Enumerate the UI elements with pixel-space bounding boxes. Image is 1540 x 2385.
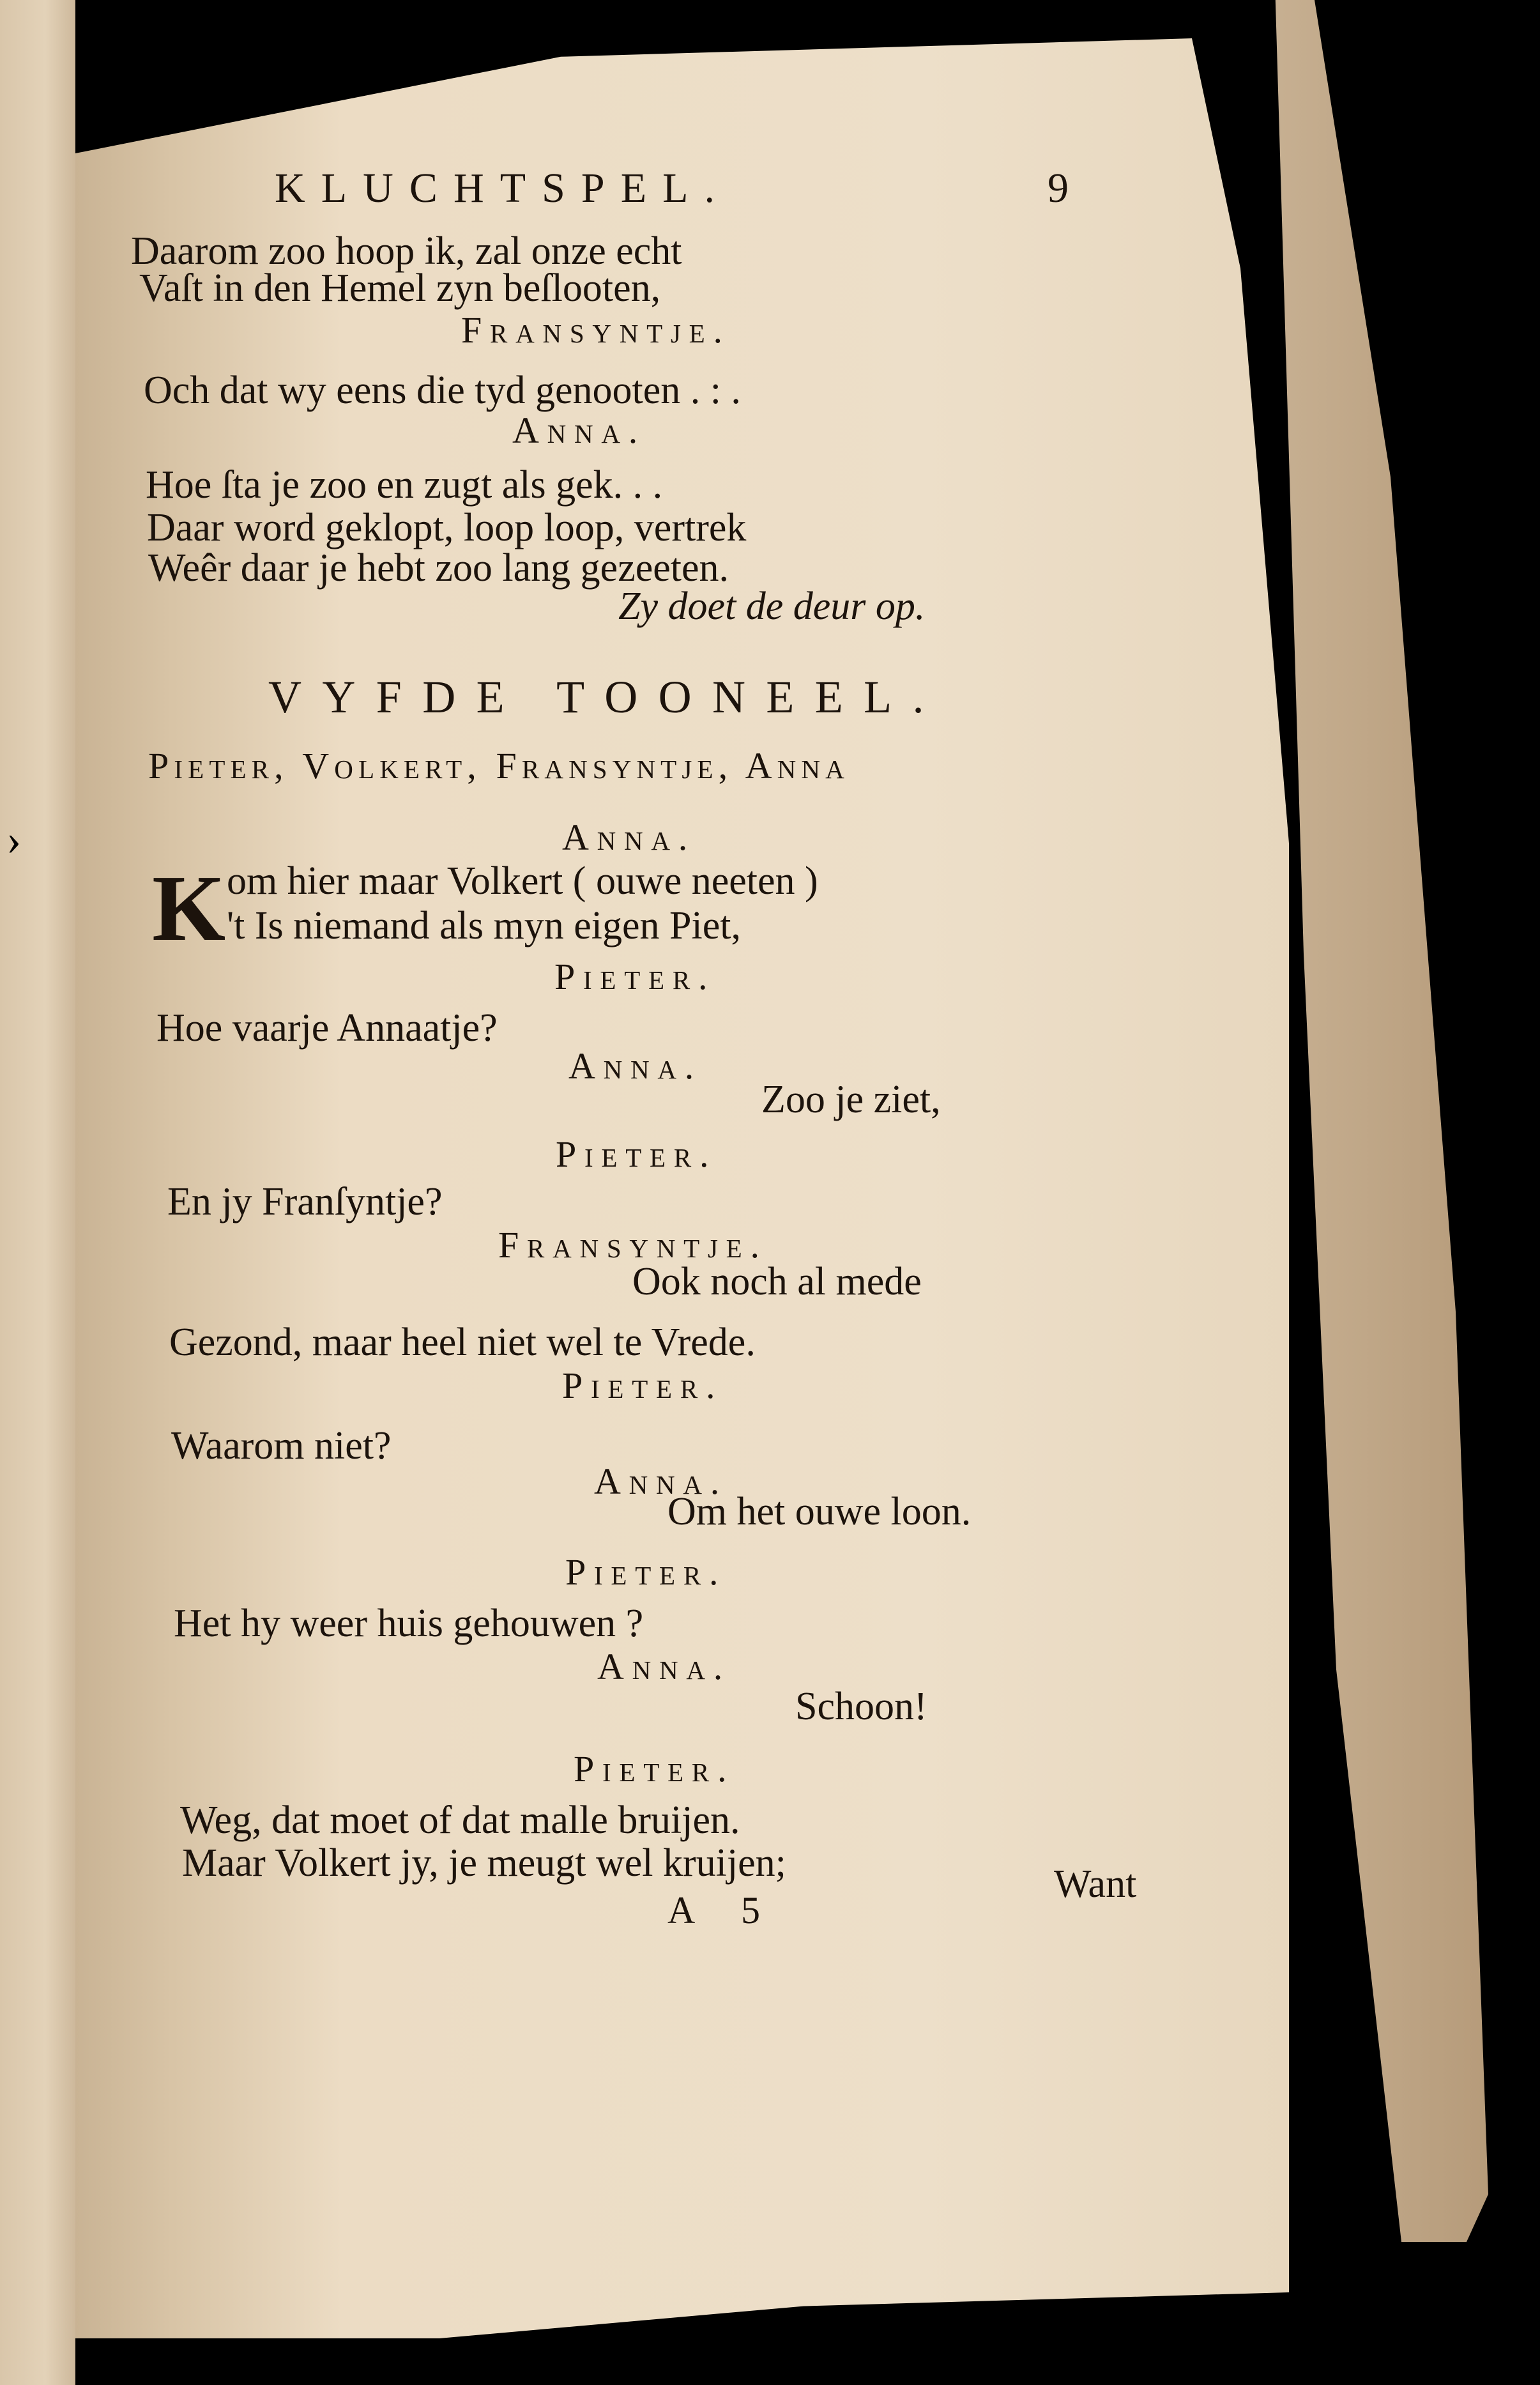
verse-line: Daar word geklopt, loop loop, vertrek (147, 506, 747, 549)
speaker-name: Pieter. (554, 956, 716, 997)
verse-line: Waarom niet? (171, 1424, 392, 1468)
scene-cast: Pieter, Volkert, Fransyntje, Anna (148, 745, 850, 786)
page-number: 9 (1048, 165, 1069, 211)
speaker-name: Pieter. (574, 1748, 735, 1790)
verse-line: Gezond, maar heel niet wel te Vrede. (169, 1321, 756, 1364)
verse-line: Zoo je ziet, (761, 1078, 941, 1121)
verse-line: Maar Volkert jy, je meugt wel kruijen; (182, 1841, 786, 1885)
speaker-name: Anna. (597, 1646, 731, 1687)
speaker-name: Anna. (512, 410, 646, 451)
verse-line: En jy Franſyntje? (167, 1180, 443, 1223)
verse-line: 't Is niemand als myn eigen Piet, (227, 904, 741, 947)
verse-line: Om het ouwe loon. (667, 1490, 972, 1533)
speaker-name: Pieter. (565, 1551, 727, 1593)
verse-line: Het hy weer huis gehouwen ? (174, 1602, 644, 1645)
speaker-name: Anna. (568, 1045, 703, 1087)
bleed-mark: › (6, 815, 22, 864)
drop-cap: K (152, 856, 226, 961)
verse-line: Ook noch al mede (632, 1260, 922, 1303)
scene-title: VYFDE TOONEEL. (268, 671, 945, 723)
speaker-name: Fransyntje. (498, 1224, 768, 1266)
verse-line: om hier maar Volkert ( ouwe neeten ) (227, 859, 818, 903)
stage-direction: Zy doet de deur op. (618, 585, 926, 628)
verse-line: Vaſt in den Hemel zyn beſlooten, (139, 266, 661, 310)
speaker-name: Anna. (594, 1461, 728, 1502)
verse-line: Daarom zoo hoop ik, zal onze echt (131, 229, 682, 273)
verse-line: Weg, dat moet of dat malle bruijen. (180, 1798, 740, 1842)
verse-line: Och dat wy eens die tyd genooten . : . (144, 369, 741, 412)
speaker-name: Pieter. (562, 1365, 724, 1406)
verse-line: Weêr daar je hebt zoo lang gezeeten. (148, 546, 729, 590)
speaker-name: Pieter. (556, 1133, 717, 1175)
verse-line: Hoe ſta je zoo en zugt als gek. . . (146, 463, 663, 507)
verse-line: Schoon! (795, 1685, 927, 1728)
speaker-name: Anna. (562, 817, 696, 858)
running-head: KLUCHTSPEL. (275, 165, 731, 211)
catchword: Want (1054, 1862, 1137, 1906)
verse-line: Hoe vaarje Annaatje? (156, 1006, 498, 1050)
signature-mark: A 5 (667, 1889, 780, 1931)
speaker-name: Fransyntje. (461, 309, 731, 351)
